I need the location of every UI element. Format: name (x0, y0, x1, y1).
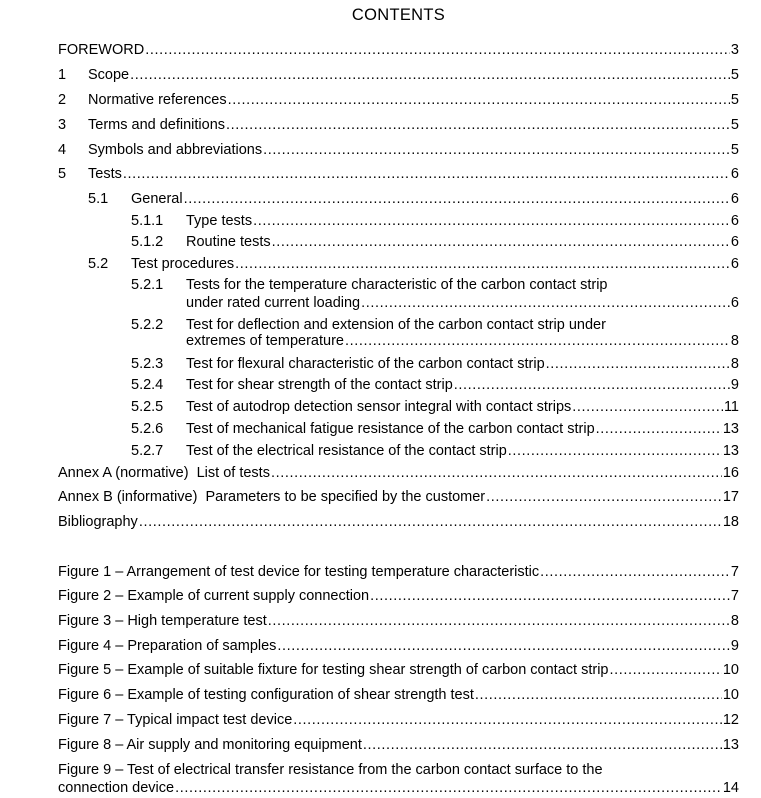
toc-entry-number: 3 (58, 117, 67, 133)
toc-entry-label: Test of the electrical resistance of the contact strip (186, 443, 507, 459)
toc-entry-deflection-extension[interactable] (186, 332, 739, 351)
toc-entry-routine-tests[interactable] (131, 233, 739, 252)
toc-page-number: 18 (722, 514, 739, 530)
toc-page-number: 13 (722, 737, 739, 753)
toc-figure-1[interactable] (58, 563, 739, 582)
dot-leader (226, 116, 730, 135)
toc-entry-label: Annex B (informative) Parameters to be specified by the customer (58, 489, 486, 505)
toc-page-number: 16 (722, 465, 739, 481)
dot-leader (572, 398, 723, 417)
toc-entry-label: Tests (88, 166, 122, 182)
toc-page-number: 7 (730, 564, 739, 580)
dot-leader (361, 294, 730, 313)
toc-entry-number: 5.2.5 (131, 399, 164, 415)
toc-entry-label: Figure 6 – Example of testing configuration of shear strength test (58, 687, 474, 703)
toc-figure-9-line1[interactable]: Figure 9 – Test of electrical transfer resistance from the carbon contact surface to the (58, 762, 603, 778)
toc-page-number: 3 (730, 42, 739, 58)
dot-leader (268, 612, 730, 631)
toc-page-number: 6 (730, 213, 739, 229)
toc-entry-mechanical-fatigue[interactable] (131, 420, 739, 439)
toc-page-number: 10 (722, 662, 739, 678)
toc-entry-number: 1 (58, 67, 67, 83)
toc-entry-label: Routine tests (186, 234, 271, 250)
toc-entry-label: FOREWORD (58, 42, 145, 58)
toc-page-number: 5 (730, 92, 739, 108)
dot-leader (370, 587, 730, 606)
toc-entry-flexural-characteristic[interactable] (131, 355, 739, 374)
toc-entry-label: Figure 4 – Preparation of samples (58, 638, 277, 654)
dot-leader (486, 488, 722, 507)
toc-figure-3[interactable] (58, 612, 739, 631)
dot-leader (175, 779, 722, 798)
dot-leader (253, 212, 730, 231)
toc-page-number: 13 (722, 421, 739, 437)
toc-entry-label: Terms and definitions (88, 117, 226, 133)
toc-entry-number: 5.1.1 (131, 213, 164, 229)
toc-entry-label: Figure 7 – Typical impact test device (58, 712, 293, 728)
toc-page-number: 6 (730, 166, 739, 182)
toc-figure-6[interactable] (58, 686, 739, 705)
toc-entry-number: 5.2.4 (131, 377, 164, 393)
toc-entry-number: 5.2.2 (131, 317, 164, 333)
toc-entry-label: Figure 8 – Air supply and monitoring equipment (58, 737, 362, 753)
dot-leader (139, 513, 722, 532)
toc-page-number: 11 (723, 399, 739, 415)
toc-figure-9[interactable] (58, 779, 739, 798)
page-title: CONTENTS (351, 6, 446, 24)
toc-page-number: 6 (730, 234, 739, 250)
toc-entry-number: 5.1.2 (131, 234, 164, 250)
toc-entry-label: Bibliography (58, 514, 138, 530)
toc-entry-terms-and-definitions[interactable] (58, 116, 739, 135)
toc-figure-8[interactable] (58, 736, 739, 755)
toc-page-number: 5 (730, 117, 739, 133)
toc-entry-label: Test of mechanical fatigue resistance of the carbon contact strip (186, 421, 595, 437)
toc-entry-scope[interactable] (58, 66, 739, 85)
toc-entry-label: Scope (88, 67, 130, 83)
toc-entry-temperature-characteristic[interactable] (186, 294, 739, 313)
toc-page-number: 6 (730, 256, 739, 272)
dot-leader (596, 420, 722, 439)
toc-entry-number: 4 (58, 142, 67, 158)
toc-entry-label-line1[interactable]: Test for deflection and extension of the carbon contact strip under (186, 317, 606, 333)
toc-entry-bibliography[interactable] (58, 513, 739, 532)
toc-page-number: 17 (722, 489, 739, 505)
toc-page-number: 12 (722, 712, 739, 728)
toc-entry-label: Figure 3 – High temperature test (58, 613, 267, 629)
toc-page-number: 8 (730, 356, 739, 372)
dot-leader (454, 376, 730, 395)
toc-figure-7[interactable] (58, 711, 739, 730)
dot-leader (508, 442, 722, 461)
toc-entry-symbols-and-abbreviations[interactable] (58, 141, 739, 160)
dot-leader (228, 91, 730, 110)
dot-leader (272, 233, 730, 252)
toc-entry-label: Figure 2 – Example of current supply connection (58, 588, 370, 604)
dot-leader (184, 190, 730, 209)
toc-page-number: 7 (730, 588, 739, 604)
dot-leader (277, 637, 730, 656)
toc-entry-general[interactable] (88, 190, 739, 209)
toc-entry-label: extremes of temperature (186, 333, 344, 349)
toc-entry-autodrop-detection[interactable] (131, 398, 739, 417)
dot-leader (609, 661, 721, 680)
toc-entry-number: 5 (58, 166, 67, 182)
toc-figure-2[interactable] (58, 587, 739, 606)
toc-entry-label: Annex A (normative) List of tests (58, 465, 270, 481)
toc-entry-label-line1[interactable]: Tests for the temperature characteristic of the carbon contact strip (186, 277, 608, 293)
toc-entry-label: General (131, 191, 183, 207)
toc-entry-number: 5.2 (88, 256, 109, 272)
toc-entry-label: Symbols and abbreviations (88, 142, 263, 158)
toc-entry-normative-references[interactable] (58, 91, 739, 110)
toc-page-number: 5 (730, 67, 739, 83)
toc-entry-label: Test procedures (131, 256, 235, 272)
dot-leader (123, 165, 730, 184)
toc-figure-4[interactable] (58, 637, 739, 656)
toc-page-number: 5 (730, 142, 739, 158)
toc-entry-number: 5.2.1 (131, 277, 164, 293)
toc-page-number: 14 (722, 780, 739, 796)
toc-entry-tests[interactable] (58, 165, 739, 184)
toc-entry-number: 5.2.3 (131, 356, 164, 372)
toc-entry-label: Normative references (88, 92, 227, 108)
dot-leader (345, 332, 730, 351)
toc-page-number: 6 (730, 191, 739, 207)
toc-entry-electrical-resistance[interactable] (131, 442, 739, 461)
dot-leader (235, 255, 730, 274)
toc-entry-number: 5.2.7 (131, 443, 164, 459)
toc-figure-5[interactable] (58, 661, 739, 680)
dot-leader (293, 711, 722, 730)
dot-leader (363, 736, 722, 755)
dot-leader (546, 355, 730, 374)
toc-entry-label: Type tests (186, 213, 253, 229)
toc-entry-foreword[interactable] (58, 41, 739, 60)
toc-entry-number: 2 (58, 92, 67, 108)
toc-page-number: 9 (730, 638, 739, 654)
toc-entry-label: under rated current loading (186, 295, 361, 311)
toc-entry-label: Figure 5 – Example of suitable fixture for testing shear strength of carbon contact strip (58, 662, 609, 678)
dot-leader (475, 686, 722, 705)
toc-entry-label: Test for shear strength of the contact strip (186, 377, 453, 393)
dot-leader (130, 66, 730, 85)
toc-entry-annex-b[interactable] (58, 488, 739, 507)
toc-page-number: 8 (730, 613, 739, 629)
toc-entry-shear-strength[interactable] (131, 376, 739, 395)
dot-leader (263, 141, 730, 160)
toc-page-number: 10 (722, 687, 739, 703)
dot-leader (145, 41, 730, 60)
toc-page-number: 6 (730, 295, 739, 311)
toc-entry-number: 5.1 (88, 191, 109, 207)
dot-leader (271, 464, 722, 483)
toc-entry-label: Figure 1 – Arrangement of test device for testing temperature characteristic (58, 564, 540, 580)
toc-page-number: 8 (730, 333, 739, 349)
toc-entry-annex-a[interactable] (58, 464, 739, 483)
toc-entry-number: 5.2.6 (131, 421, 164, 437)
toc-page-number: 9 (730, 377, 739, 393)
toc-entry-label: Test of autodrop detection sensor integral with contact strips (186, 399, 572, 415)
toc-entry-test-procedures[interactable] (88, 255, 739, 274)
toc-entry-type-tests[interactable] (131, 212, 739, 231)
toc-page-number: 13 (722, 443, 739, 459)
toc-entry-label: connection device (58, 780, 175, 796)
toc-entry-label: Test for flexural characteristic of the carbon contact strip (186, 356, 545, 372)
dot-leader (540, 563, 730, 582)
